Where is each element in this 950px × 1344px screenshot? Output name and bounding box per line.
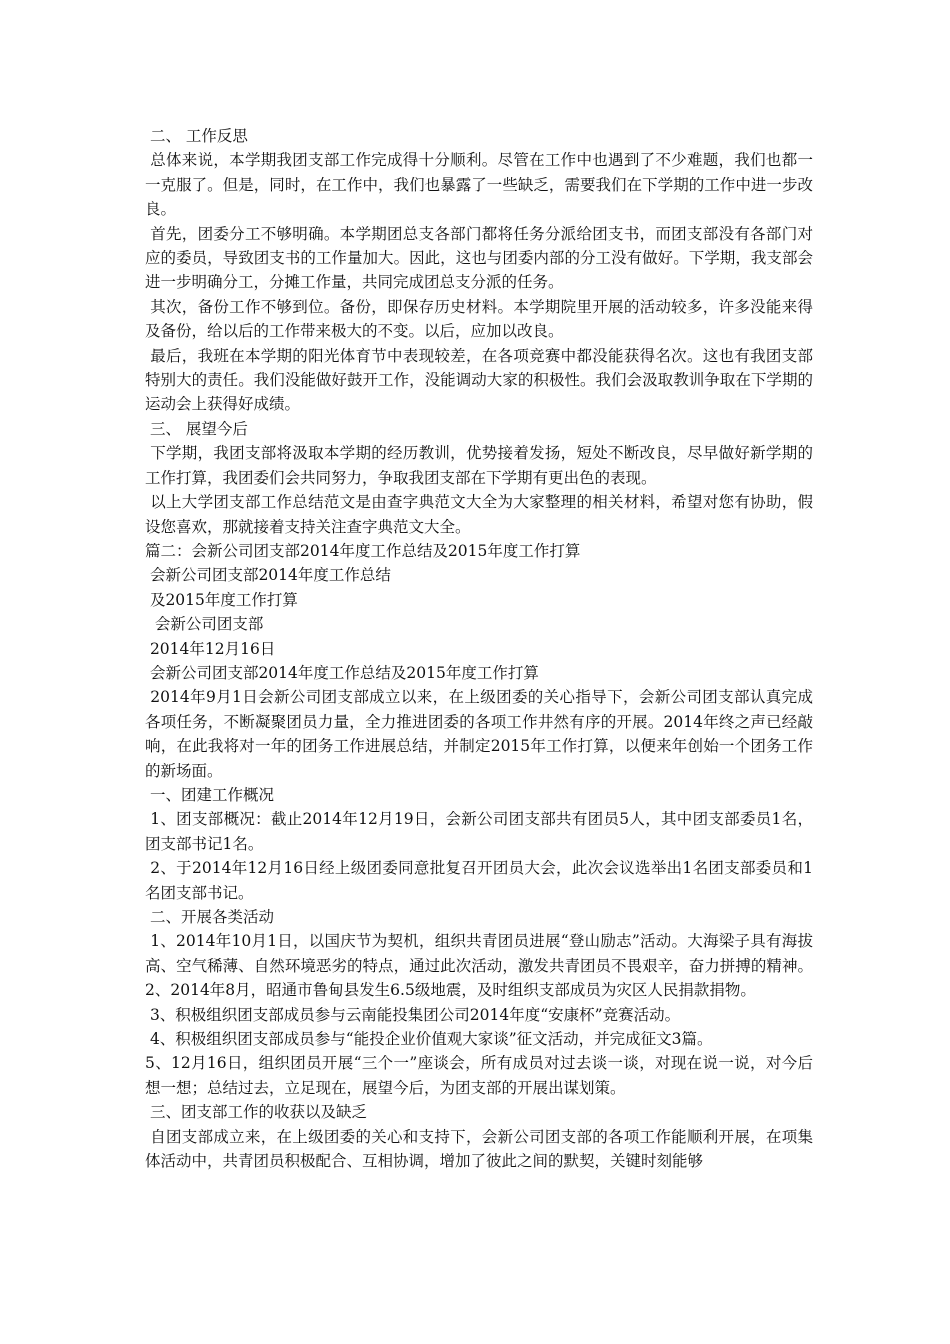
paragraph: 其次，备份工作不够到位。备份，即保存历史材料。本学期院里开展的活动较多，许多没能来得及备份，给以后的工作带来极大的不变。以后，应加以改良。 xyxy=(145,297,813,341)
section-heading-outlook: 三、 展望今后 xyxy=(145,419,248,438)
paragraph: 首先，团委分工不够明确。本学期团总支各部门都将任务分派给团支书，而团支部没有各部门对应的委员，导致团支书的工作量加大。因此，这也与团委内部的分工没有做好。下学期，我支部会进一步明确分工，分摊工作量，共同完成团总支分派的任务。 xyxy=(145,224,813,292)
report-title-line-1: 会新公司团支部2014年度工作总结 xyxy=(145,566,391,585)
report-author: 会新公司团支部 xyxy=(145,615,264,634)
paragraph: 以上大学团支部工作总结范文是由查字典范文大全为大家整理的相关材料，希望对您有协助，假设您喜欢，那就接着支持关注查字典范文大全。 xyxy=(145,493,813,536)
report-date: 2014年12月16日 xyxy=(145,639,276,658)
paragraph: 总体来说，本学期我团支部工作完成得十分顺利。尽管在工作中也遇到了不少难题，我们也都一一克服了。但是，同时，在工作中，我们也暴露了一些缺乏，需要我们在下学期的工作中进一步改良。 xyxy=(145,151,813,219)
section-heading-overview: 一、团建工作概况 xyxy=(145,785,274,804)
section-heading-activities: 二、开展各类活动 xyxy=(145,908,274,926)
document-page xyxy=(145,124,813,1173)
paragraph: 2014年9月1日会新公司团支部成立以来，在上级团委的关心指导下，会新公司团支部认真完成各项任务，不断凝聚团员力量，全力推进团委的各项工作井然有序的开展。2014年终之声已经敲响，在此我将对一年的团务工作进展总结，并制定2015年工作打算，以便来年创始一个团务工作的新场面。 xyxy=(145,688,813,780)
report-heading: 会新公司团支部2014年度工作总结及2015年度工作打算 xyxy=(145,663,539,682)
paragraph: 5、12月16日，组织团员开展“三个一”座谈会，所有成员对过去谈一谈，对现在说一说，对今后想一想；总结过去，立足现在，展望今后，为团支部的开展出谋划策。 xyxy=(145,1054,813,1097)
paragraph: 4、积极组织团支部成员参与“能投企业价值观大家谈”征文活动，并完成征文3篇。 xyxy=(145,1030,713,1049)
paragraph: 1、团支部概况：截止2014年12月19日，会新公司团支部共有团员5人，其中团支部委员1名，团支部书记1名。 xyxy=(145,810,813,853)
paragraph: 自团支部成立来，在上级团委的关心和支持下，会新公司团支部的各项工作能顺利开展，在项集体活动中，共青团员积极配合、互相协调，增加了彼此之间的默契，关键时刻能够 xyxy=(145,1127,813,1171)
paragraph: 下学期，我团支部将汲取本学期的经历教训，优势接着发扬，短处不断改良，尽早做好新学期的工作打算，我团委们会共同努力，争取我团支部在下学期有更出色的表现。 xyxy=(145,444,813,487)
article-title: 篇二：会新公司团支部2014年度工作总结及2015年度工作打算 xyxy=(145,541,581,560)
paragraph: 最后，我班在本学期的阳光体育节中表现较差，在各项竞赛中都没能获得名次。这也有我团支部特别大的责任。我们没能做好鼓开工作，没能调动大家的积极性。我们会汲取教训争取在下学期的运动会上获得好成绩。 xyxy=(145,346,813,414)
section-heading-gains-shortcomings: 三、团支部工作的收获以及缺乏 xyxy=(145,1103,367,1122)
section-heading-work-reflection: 二、 工作反思 xyxy=(145,127,248,145)
paragraph: 2、于2014年12月16日经上级团委同意批复召开团员大会，此次会议选举出1名团支部委员和1名团支部书记。 xyxy=(145,859,813,902)
paragraph: 3、积极组织团支部成员参与云南能投集团公司2014年度“安康杯”竞赛活动。 xyxy=(145,1005,681,1024)
report-title-line-2: 及2015年度工作打算 xyxy=(145,590,298,609)
paragraph: 1、2014年10月1日，以国庆节为契机，组织共青团员进展“登山励志”活动。大海梁子具有海拔高、空气稀薄、自然环境恶劣的特点，通过此次活动，激发共青团员不畏艰辛，奋力拼搏的精神。2、2014年8月，昭通市鲁甸县发生6.5级地震，及时组织支部成员为灾区人民捐款捐物。 xyxy=(145,932,813,1000)
